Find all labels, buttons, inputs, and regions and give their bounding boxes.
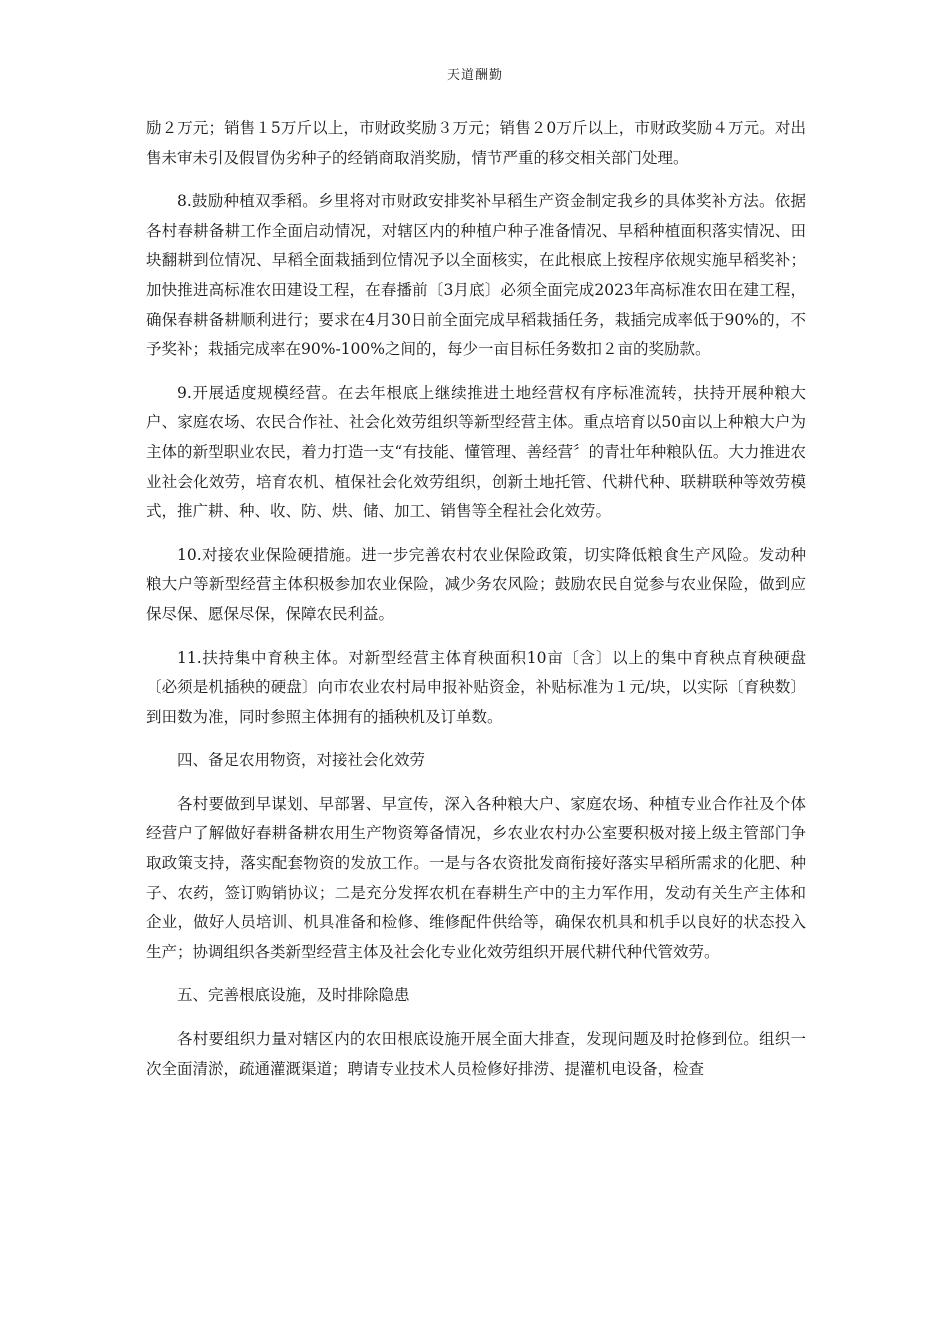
section-heading-5: 五、完善根底设施，及时排除隐患 xyxy=(177,986,410,1005)
paragraph-reward-continuation: 励２万元；销售１5万斤以上，市财政奖励３万元；销售２0万斤以上，市财政奖励４万元。对出售未审未引及假冒伪劣种子的经销商取消奖励，情节严重的移交相关部门处理。 xyxy=(146,119,806,167)
paragraph-item-11-seedling-support: 11.扶持集中育秧主体。对新型经营主体育秧面积10亩〔含〕以上的集中育秧点育秧硬盘〔必须是机插秧的硬盘〕向市农业农村局申报补贴资金，补贴标准为１元/块，以实际〔育秧数〕到田数为准，同时参照主体拥有的插秧机及订单数。 xyxy=(146,648,806,726)
page-header-title: 天道酬勤 xyxy=(446,68,503,83)
paragraph-item-8-double-season-rice: 8.鼓励种植双季稻。乡里将对市财政安排奖补早稻生产资金制定我乡的具体奖补方法。依据各村春耕备耕工作全面启动情况，对辖区内的种植户种子准备情况、早稻种植面积落实情况、田块翻耕到位情况、早稻全面栽插到位情况予以全面核实，在此根底上按程序依规实施早稻奖补；加快推进高标准农田建设工程，在春播前〔3月底〕必须全面完成2023年高标准农田在建工程，确保春耕备耕顺利进行；要求在4月30日前全面完成早稻栽插任务，栽插完成率低于90%的，不予奖补；栽插完成率在90%-100%之间的，每少一亩目标任务数扣２亩的奖励款。 xyxy=(146,192,806,359)
document-body xyxy=(146,114,806,1098)
paragraph-section-4-body: 各村要做到早谋划、早部署、早宣传，深入各种粮大户、家庭农场、种植专业合作社及个体经营户了解做好春耕备耕农用生产物资筹备情况，乡农业农村办公室要积极对接上级主管部门争取政策支持，落实配套物资的发放工作。一是与各农资批发商衔接好落实早稻所需求的化肥、种子、农药，签订购销协议；二是充分发挥农机在春耕生产中的主力军作用，发动有关生产主体和企业，做好人员培训、机具准备和检修、维修配件供给等，确保农机具和机手以良好的状态投入生产；协调组织各类新型经营主体及社会化专业化效劳组织开展代耕代种代管效劳。 xyxy=(146,794,806,961)
section-heading-4: 四、备足农用物资，对接社会化效劳 xyxy=(177,751,426,770)
paragraph-item-10-agri-insurance: 10.对接农业保险硬措施。进一步完善农村农业保险政策，切实降低粮食生产风险。发动种粮大户等新型经营主体积极参加农业保险，减少务农风险；鼓励农民自觉参与农业保险，做到应保尽保、愿保尽保，保障农民利益。 xyxy=(146,545,806,623)
paragraph-item-9-scale-operation: 9.开展适度规模经营。在去年根底上继续推进土地经营权有序标准流转，扶持开展种粮大户、家庭农场、农民合作社、社会化效劳组织等新型经营主体。重点培育以50亩以上种粮大户为主体的新型职业农民，着力打造一支“有技能、懂管理、善经营〞的青壮年种粮队伍。大力推进农业社会化效劳，培育农机、植保社会化效劳组织，创新土地托管、代耕代种、联耕联种等效劳模式，推广耕、种、收、防、烘、储、加工、销售等全程社会化效劳。 xyxy=(146,383,806,521)
paragraph-section-5-body: 各村要组织力量对辖区内的农田根底设施开展全面大排查，发现问题及时抢修到位。组织一次全面清淤，疏通灌溉渠道；聘请专业技术人员检修好排涝、提灌机电设备，检查 xyxy=(146,1030,806,1078)
